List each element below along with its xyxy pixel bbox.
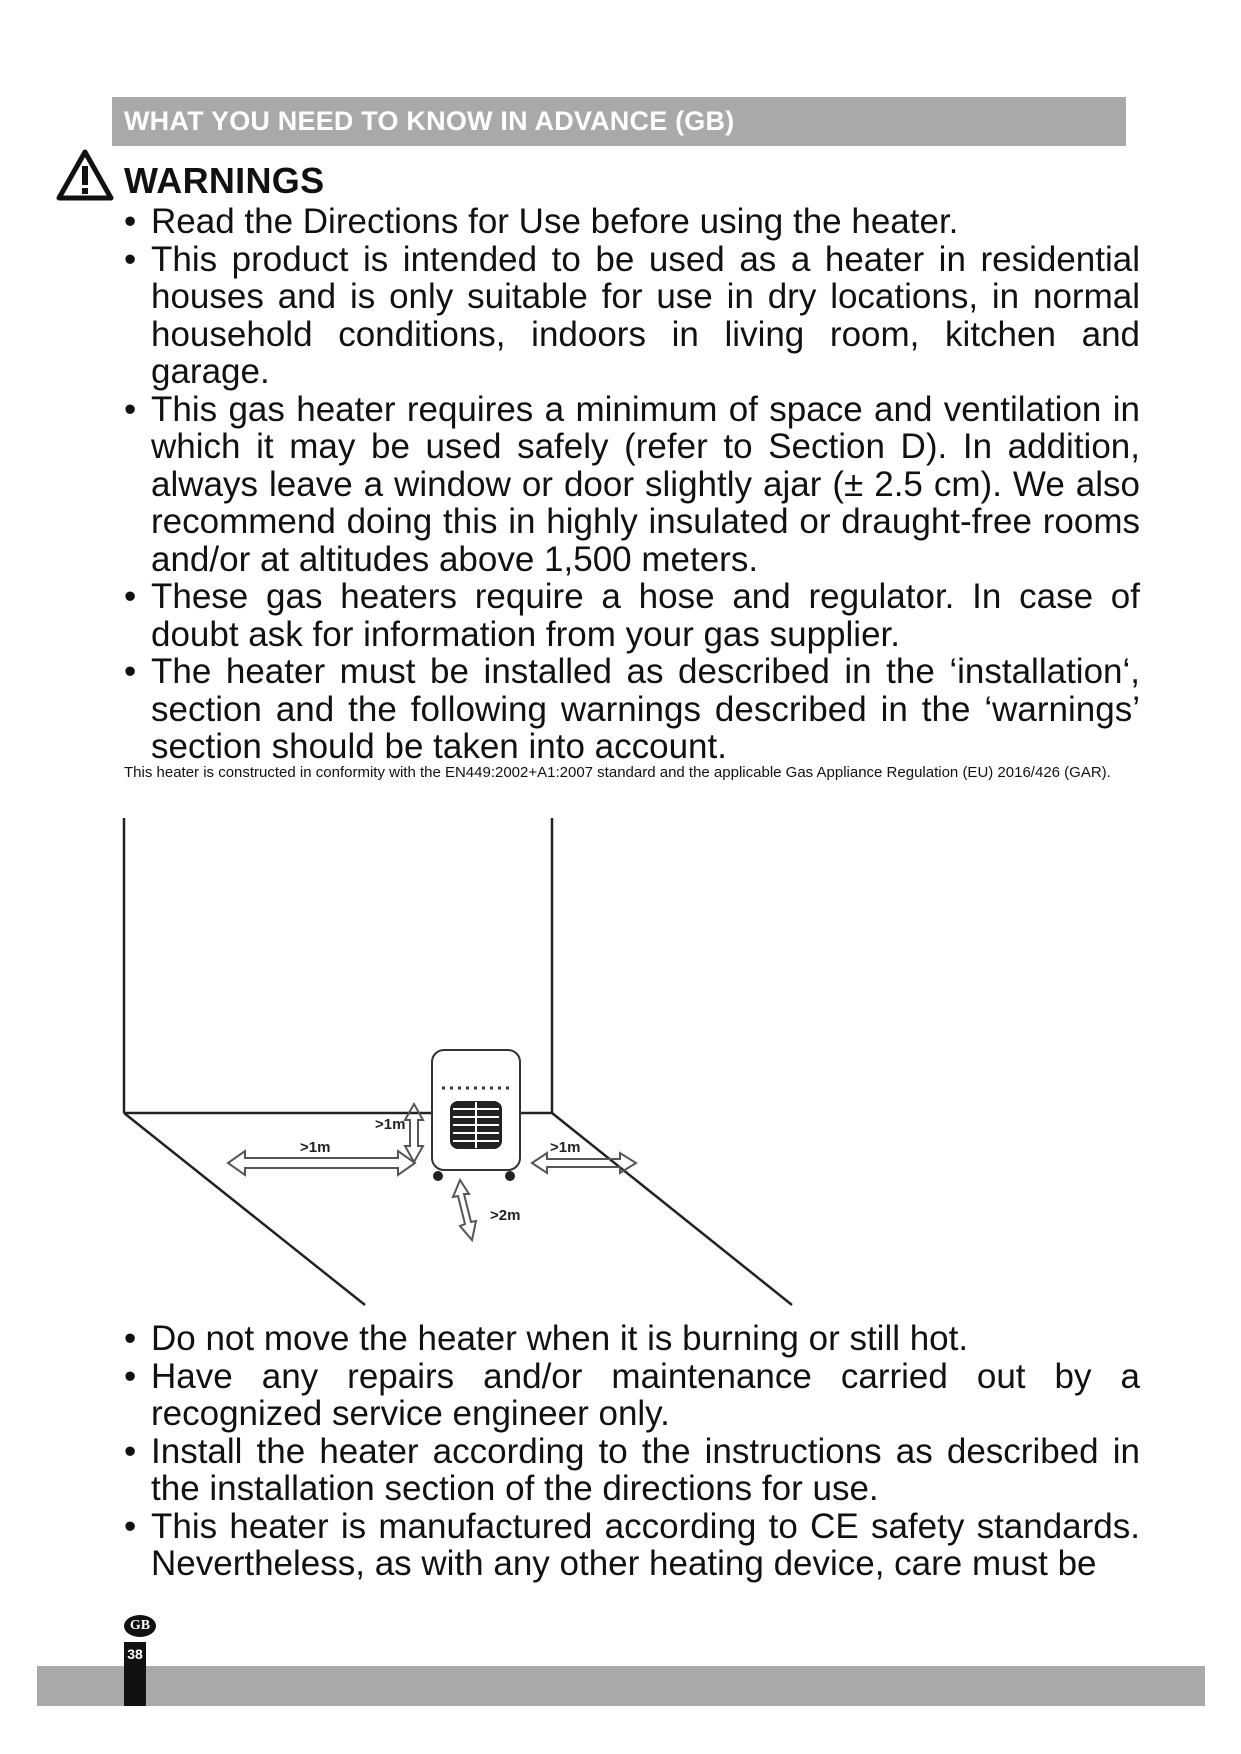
footer-bar xyxy=(37,1666,1205,1706)
warning-triangle-icon xyxy=(56,148,114,202)
list-item: • This product is intended to be used as a heater in residential houses and is only suitable for use in dry locations, in normal household conditions, indoors in living room, kitchen and garage. xyxy=(124,241,1140,391)
list-item: • Read the Directions for Use before using the heater. xyxy=(124,203,1140,241)
clearance-label-right: >1m xyxy=(550,1139,581,1156)
list-item: • The heater must be installed as described in the ‘installation‘, section and the following warnings described in the ‘warnings’ section should be taken into account. xyxy=(124,653,1140,766)
page-number: 38 xyxy=(124,1642,146,1706)
warnings-list-bottom xyxy=(124,1320,1140,1583)
section-header: WHAT YOU NEED TO KNOW IN ADVANCE (GB) xyxy=(112,97,1126,146)
clearance-label-left: >1m xyxy=(300,1139,331,1156)
clearance-label-top: >1m xyxy=(375,1116,406,1133)
list-item: • This heater is manufactured according to CE safety standards. Nevertheless, as with any other heating device, care must be xyxy=(124,1508,1140,1583)
clearance-label-front: >2m xyxy=(490,1207,521,1224)
country-badge: GB xyxy=(124,1615,156,1637)
warnings-title: WARNINGS xyxy=(124,160,325,201)
warnings-list-top xyxy=(124,203,1140,766)
list-item: • Do not move the heater when it is burning or still hot. xyxy=(124,1320,1140,1358)
list-item: • Have any repairs and/or maintenance carried out by a recognized service engineer only. xyxy=(124,1358,1140,1433)
clearance-diagram xyxy=(120,818,800,1318)
heater-illustration xyxy=(432,1050,520,1181)
list-item: • Install the heater according to the instructions as described in the installation section of the directions for use. xyxy=(124,1433,1140,1508)
list-item: • These gas heaters require a hose and regulator. In case of doubt ask for information from your gas supplier. xyxy=(124,578,1140,653)
list-item: • This gas heater requires a minimum of space and ventilation in which it may be used safely (refer to Section D). In addition, always leave a window or door slightly ajar (± 2.5 cm). We also recommend doing this in highly insulated or draught-free rooms and/or at altitudes above 1,500 meters. xyxy=(124,391,1140,579)
conformity-note: This heater is constructed in conformity with the EN449:2002+A1:2007 standard and the applicable Gas Appliance Regulation (EU) 2016/426 (GAR). xyxy=(124,764,1111,781)
